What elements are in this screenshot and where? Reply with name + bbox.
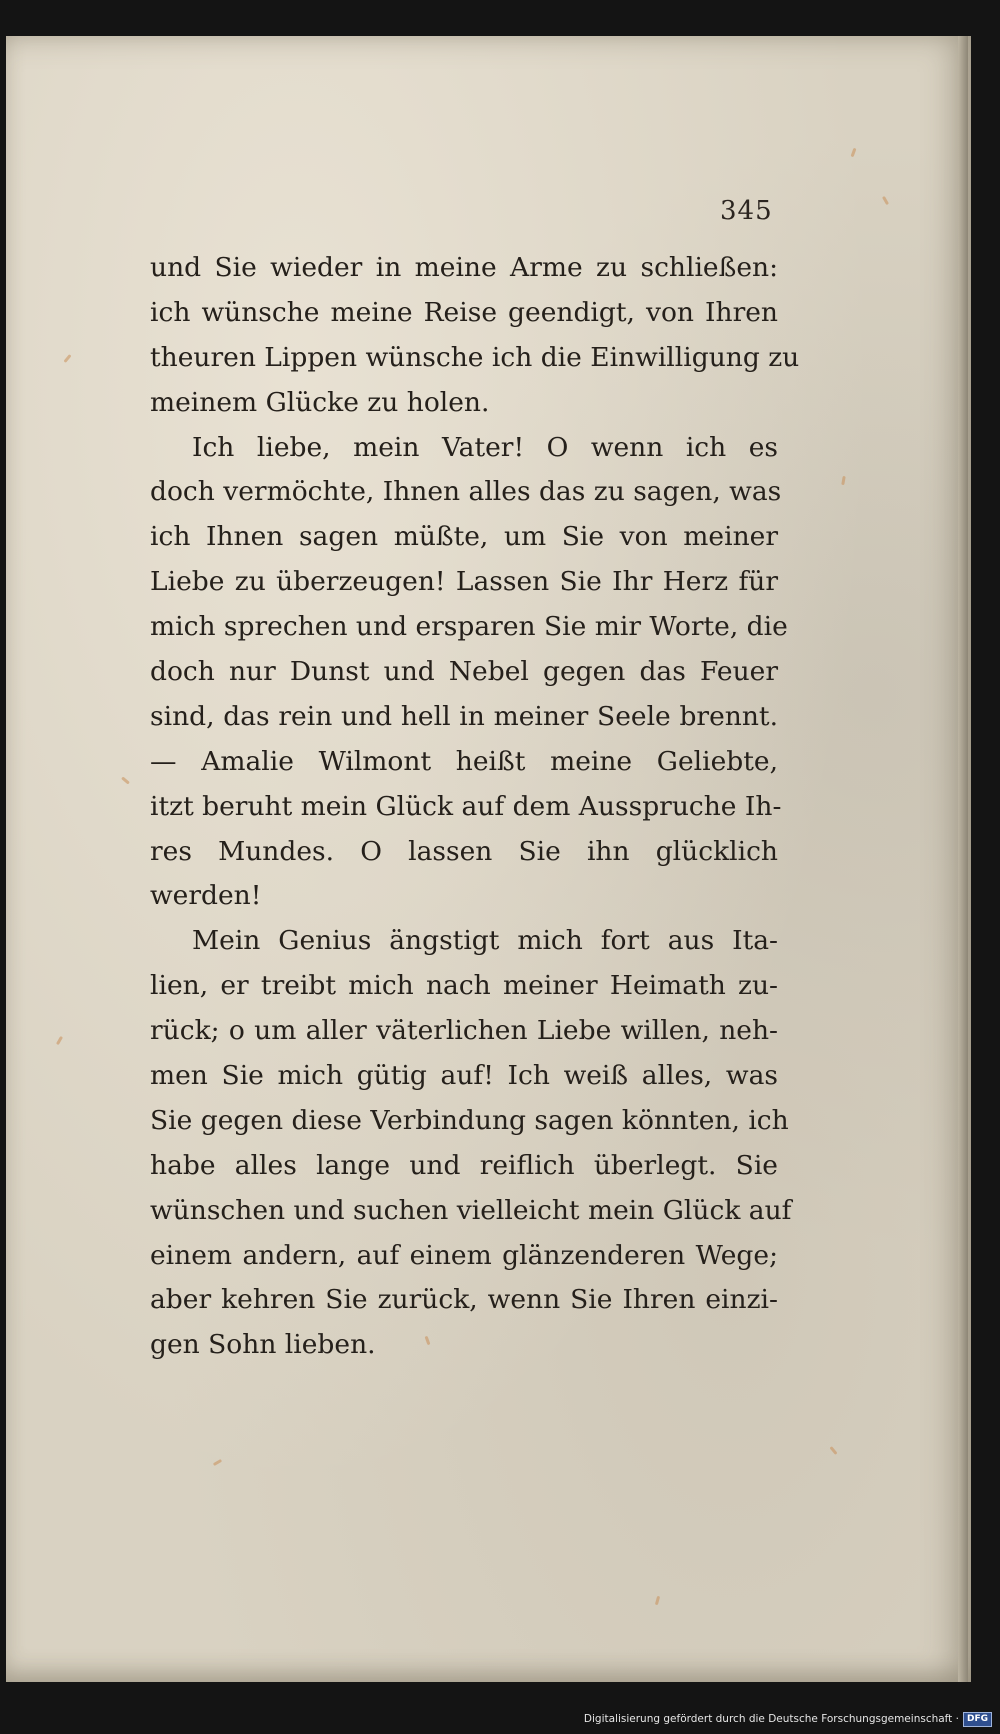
paper-speck xyxy=(882,196,889,205)
body-text xyxy=(150,246,800,1368)
text-line: doch vermöchte, Ihnen alles das zu sagen, was xyxy=(150,476,782,508)
text-line: einem andern, auf einem glänzenderen Wege; xyxy=(150,1239,778,1271)
text-line: rück; o um aller väterlichen Liebe willen, neh- xyxy=(150,1015,778,1047)
page-number: 345 xyxy=(720,196,773,226)
paper-speck xyxy=(56,1036,63,1045)
paper-speck xyxy=(841,476,846,485)
text-line: wünschen und suchen vielleicht mein Glück auf xyxy=(150,1194,792,1226)
paper-speck xyxy=(829,1446,837,1455)
text-line: ich Ihnen sagen müßte, um Sie von meiner xyxy=(150,521,778,553)
text-line: Mein Genius ängstigt mich fort aus Ita- xyxy=(192,925,778,957)
text-line: men Sie mich gütig auf! Ich weiß alles, was xyxy=(150,1060,778,1092)
paper-speck xyxy=(655,1596,660,1605)
text-line: itzt beruht mein Glück auf dem Ausspruche Ih- xyxy=(150,790,782,822)
text-line: theuren Lippen wünsche ich die Einwilligung zu xyxy=(150,341,800,373)
text-line: und Sie wieder in meine Arme zu schließen: xyxy=(150,252,778,283)
text-line: — Amalie Wilmont heißt meine Geliebte, xyxy=(150,745,778,777)
paper-speck xyxy=(213,1459,222,1466)
text-line: res Mundes. O lassen Sie ihn glücklich xyxy=(150,835,778,867)
text-line: ich wünsche meine Reise geendigt, von Ihren xyxy=(150,296,778,328)
text-line: Sie gegen diese Verbindung sagen könnten, ich xyxy=(150,1104,789,1136)
text-line: doch nur Dunst und Nebel gegen das Feuer xyxy=(150,656,778,688)
paper-speck xyxy=(121,776,130,784)
paper-speck xyxy=(851,148,857,157)
dfg-logo: DFG xyxy=(963,1712,992,1727)
digitization-footer xyxy=(584,1710,992,1728)
text-line: Ich liebe, mein Vater! O wenn ich es xyxy=(192,431,778,463)
text-line: werden! xyxy=(150,880,262,912)
text-line: mich sprechen und ersparen Sie mir Worte, die xyxy=(150,611,788,643)
text-line: sind, das rein und hell in meiner Seele brennt. xyxy=(150,700,778,732)
text-line: gen Sohn lieben. xyxy=(150,1329,376,1361)
footer-credit: Digitalisierung gefördert durch die Deutsche Forschungsgemeinschaft · xyxy=(583,1713,959,1725)
text-line: meinem Glücke zu holen. xyxy=(150,386,490,418)
page-edge xyxy=(958,36,968,1682)
text-line: Liebe zu überzeugen! Lassen Sie Ihr Herz für xyxy=(150,566,778,598)
text-line: lien, er treibt mich nach meiner Heimath zu- xyxy=(150,970,778,1002)
paper-speck xyxy=(63,354,71,363)
text-line: habe alles lange und reiflich überlegt. Sie xyxy=(150,1149,778,1181)
text-line: aber kehren Sie zurück, wenn Sie Ihren einzi- xyxy=(150,1284,778,1316)
